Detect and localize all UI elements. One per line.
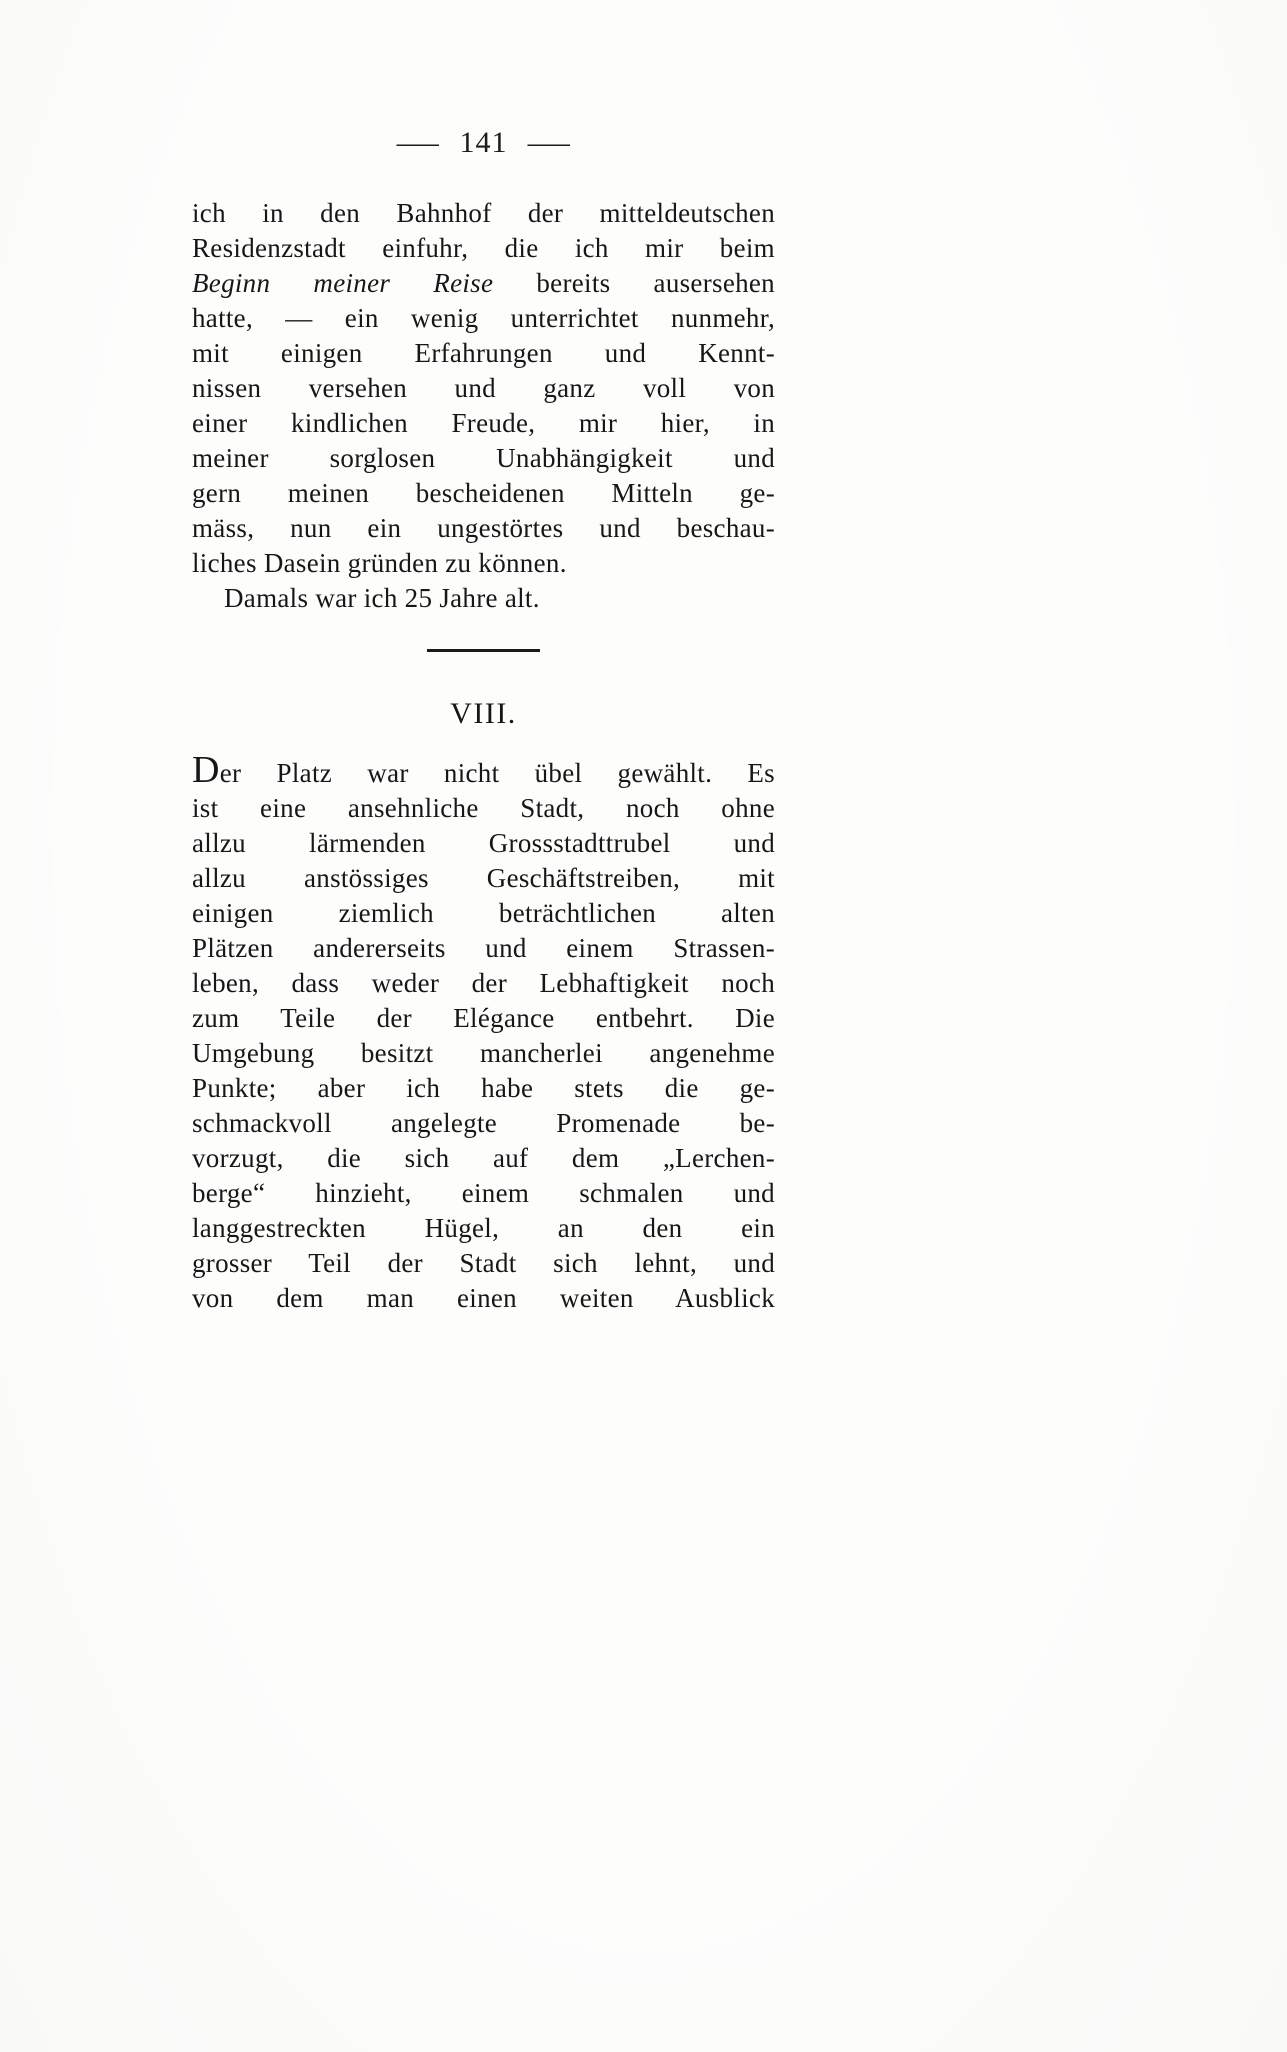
text-line: mäss, nun ein ungestörtes und beschau- bbox=[192, 513, 775, 543]
text-line: ist eine ansehnliche Stadt, noch ohne bbox=[192, 793, 775, 823]
text-line: zum Teile der Elégance entbehrt. Die bbox=[192, 1003, 775, 1033]
section-heading: VIII. bbox=[450, 697, 517, 730]
header-dash-right: — bbox=[527, 126, 571, 159]
page-number: 141 bbox=[459, 126, 508, 159]
text-line: hatte, — ein wenig unterrichtet nunmehr, bbox=[192, 303, 775, 333]
text-line: allzu lärmenden Grossstadttrubel und bbox=[192, 828, 775, 858]
section-divider-rule bbox=[427, 649, 540, 652]
text-line: mit einigen Erfahrungen und Kennt- bbox=[192, 338, 775, 368]
text-line: einigen ziemlich beträchtlichen alten bbox=[192, 898, 775, 928]
text-line: meiner sorglosen Unabhängigkeit und bbox=[192, 443, 775, 473]
text-line: langgestreckten Hügel, an den ein bbox=[192, 1213, 775, 1243]
text-span: bereits ausersehen bbox=[493, 268, 775, 298]
text-line: grosser Teil der Stadt sich lehnt, und bbox=[192, 1248, 775, 1278]
text-line: allzu anstössiges Geschäftstreiben, mit bbox=[192, 863, 775, 893]
page-header bbox=[192, 126, 775, 160]
text-line: Punkte; aber ich habe stets die ge- bbox=[192, 1073, 775, 1103]
italic-phrase: Beginn meiner Reise bbox=[192, 268, 494, 298]
text-span: er Platz war nicht übel gewählt. Es bbox=[219, 758, 775, 788]
text-line: gern meinen bescheidenen Mitteln ge- bbox=[192, 478, 775, 508]
text-line: liches Dasein gründen zu können. bbox=[192, 548, 567, 578]
text-line: vorzugt, die sich auf dem „Lerchen- bbox=[192, 1143, 775, 1173]
text-line bbox=[192, 749, 775, 791]
text-line bbox=[192, 266, 775, 301]
text-line: nissen versehen und ganz voll von bbox=[192, 373, 775, 403]
page-content-column bbox=[192, 0, 775, 1316]
drop-cap-initial: D bbox=[192, 749, 220, 791]
text-line: von dem man einen weiten Ausblick bbox=[192, 1283, 775, 1313]
header-dash-left: — bbox=[396, 126, 440, 159]
text-line: berge“ hinzieht, einem schmalen und bbox=[192, 1178, 775, 1208]
text-line: Plätzen andererseits und einem Strassen- bbox=[192, 933, 775, 963]
text-line: ich in den Bahnhof der mitteldeutschen bbox=[192, 198, 775, 228]
text-line: Residenzstadt einfuhr, die ich mir beim bbox=[192, 233, 775, 263]
paragraph-short bbox=[192, 581, 775, 616]
text-line: einer kindlichen Freude, mir hier, in bbox=[192, 408, 775, 438]
body-text bbox=[192, 196, 775, 1316]
text-line: schmackvoll angelegte Promenade be- bbox=[192, 1108, 775, 1138]
text-line: leben, dass weder der Lebhaftigkeit noch bbox=[192, 968, 775, 998]
paragraph-section-8 bbox=[192, 749, 775, 1316]
paragraph-continuation bbox=[192, 196, 775, 581]
text-line: Umgebung besitzt mancherlei angenehme bbox=[192, 1038, 775, 1068]
text-line: Damals war ich 25 Jahre alt. bbox=[224, 583, 540, 613]
